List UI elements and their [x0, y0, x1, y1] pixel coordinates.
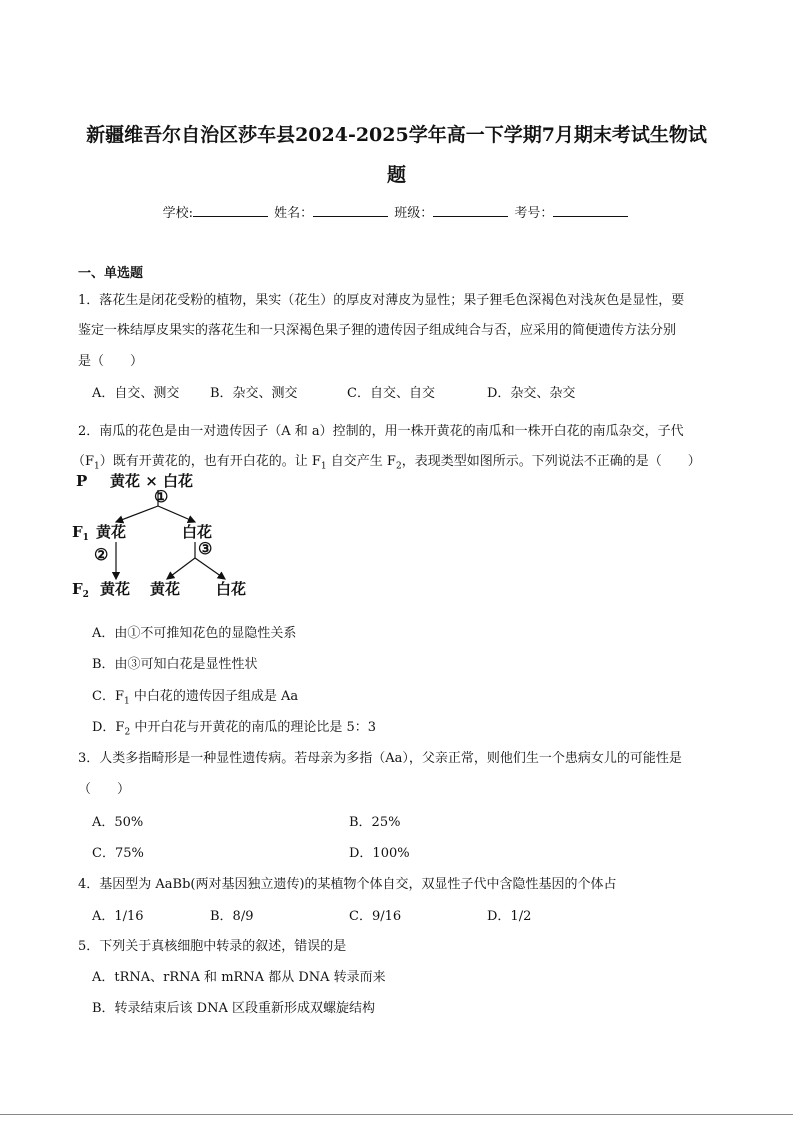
diagram-p-cross: 黄花 × 白花	[110, 472, 194, 490]
q5-option-a[interactable]: A．tRNA、rRNA 和 mRNA 都从 DNA 转录而来	[92, 970, 386, 985]
exam-title-line1: 新疆维吾尔自治区莎车县2024-2025学年高一下学期7月期末考试生物试	[86, 124, 707, 146]
q3-option-a[interactable]: A．50%	[92, 815, 144, 830]
diagram-f2-label: $F_2$	[72, 580, 89, 600]
q2-option-a[interactable]: A．由①不可推知花色的显隐性关系	[92, 626, 297, 641]
diagram-f2-yellow-1: 黄花	[100, 580, 131, 598]
diagram-arrow-to-f1-yellow	[116, 506, 158, 522]
q2-option-c[interactable]: C．$F_1$ 中白花的遗传因子组成是 Aa	[92, 689, 299, 707]
diagram-f2-yellow-2: 黄花	[150, 580, 181, 598]
q4-line1: 4．基因型为 AaBb(两对基因独立遗传)的某植物个体自交，双显性子代中含隐性基因的个体占	[78, 877, 617, 892]
section-heading: 一、单选题	[78, 266, 144, 281]
q1-line3: 是（ ）	[78, 354, 144, 369]
school-blank[interactable]	[193, 204, 268, 217]
id-blank[interactable]	[553, 204, 628, 217]
q2-option-d[interactable]: D．$F_2$ 中开白花与开黄花的南瓜的理论比是 5：3	[92, 720, 376, 738]
class-label: 班级：	[394, 206, 434, 221]
q4-option-c[interactable]: C．9/16	[349, 909, 402, 924]
q3-line2: （ ）	[78, 782, 131, 797]
q1-option-a[interactable]: A．自交、测交	[92, 386, 180, 401]
q1-option-d[interactable]: D．杂交、杂交	[487, 386, 576, 401]
exam-title-line2: 题	[386, 164, 406, 186]
diagram-arrow-to-f1-white	[158, 506, 195, 522]
diagram-circle-1: ①	[154, 487, 169, 506]
id-label: 考号：	[514, 206, 554, 221]
q1-line2: 鉴定一株结厚皮果实的落花生和一只深褐色果子狸的遗传因子组成纯合与否，应采用的简便遗传方法分别	[78, 323, 677, 338]
student-info	[0, 202, 793, 221]
diagram-f2-white: 白花	[216, 580, 247, 598]
q5-line1: 5．下列关于真核细胞中转录的叙述，错误的是	[78, 939, 347, 954]
q4-option-a[interactable]: A．1/16	[92, 909, 144, 924]
diagram-circle-3: ③	[198, 539, 213, 558]
diagram-arrow-to-f2-yellow	[167, 558, 195, 579]
diagram-arrow-to-f2-white	[195, 558, 225, 579]
diagram-f1-yellow: 黄花	[96, 523, 127, 541]
q3-option-d[interactable]: D．100%	[349, 846, 410, 861]
q1-option-c[interactable]: C．自交、自交	[347, 386, 435, 401]
diagram-f1-label: $F_1$	[72, 523, 89, 543]
q1-line1: 1．落花生是闭花受粉的植物，果实（花生）的厚皮对薄皮为显性；果子狸毛色深褐色对浅灰色是显性，要	[78, 293, 685, 308]
q3-option-c[interactable]: C．75%	[92, 846, 144, 861]
q1-option-b[interactable]: B．杂交、测交	[210, 386, 298, 401]
name-blank[interactable]	[313, 204, 388, 217]
diagram-circle-2: ②	[94, 545, 109, 564]
name-label: 姓名：	[274, 206, 314, 221]
diagram-p-label: P	[76, 472, 88, 490]
q2-option-b[interactable]: B．由③可知白花是显性性状	[92, 657, 258, 672]
school-label: 学校:	[162, 206, 193, 221]
class-blank[interactable]	[433, 204, 508, 217]
q4-option-b[interactable]: B．8/9	[210, 909, 254, 924]
q2-line2: $(F_1)$既有开黄花的，也有开白花的。让 $F_1$ 自交产生 $F_2$，表现类型如图所示。下列说法不正确的是（ ）	[72, 454, 701, 472]
q5-option-b[interactable]: B．转录结束后该 DNA 区段重新形成双螺旋结构	[92, 1001, 376, 1016]
q2-line1: 2．南瓜的花色是由一对遗传因子（A 和 a）控制的，用一株开黄花的南瓜和一株开白花的南瓜杂交，子代	[78, 424, 684, 439]
q3-line1: 3．人类多指畸形是一种显性遗传病。若母亲为多指（Aa），父亲正常，则他们生一个患病女儿的可能性是	[78, 751, 682, 766]
genetics-cross-diagram	[70, 468, 270, 608]
q3-option-b[interactable]: B．25%	[349, 815, 401, 830]
diagram-f1-white: 白花	[182, 523, 213, 541]
q4-option-d[interactable]: D．1/2	[487, 909, 532, 924]
page-bottom-divider	[0, 1114, 793, 1115]
